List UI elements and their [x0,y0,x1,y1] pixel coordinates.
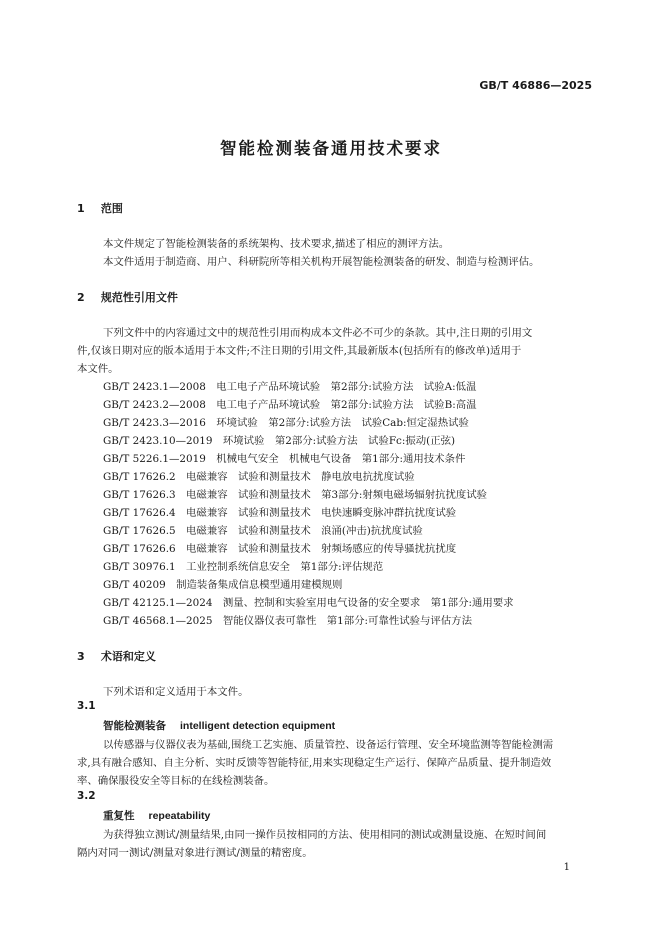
section-title: 范围 [100,202,123,215]
section-3-heading [77,648,156,664]
term-name-en: intelligent detection equipment [180,720,336,732]
section-title: 术语和定义 [100,650,156,663]
term-number: 3.2 [77,790,96,802]
term-name [103,718,335,733]
reference-item: GB/T 2423.10—2019 环境试验 第2部分:试验方法 试验Fc:振动(正弦) [103,435,456,447]
scope-paragraph-2: 本文件适用于制造商、用户、科研院所等相关机构开展智能检测装备的研发、制造与检测评估。 [103,256,540,268]
term-definition-line-3: 率、确保服役安全等目标的在线检测装备。 [77,775,275,787]
term-number: 3.1 [77,700,96,712]
reference-item: GB/T 17626.4 电磁兼容 试验和测量技术 电快速瞬变脉冲群抗扰度试验 [103,507,457,519]
standard-code: GB/T 46886—2025 [479,79,592,92]
reference-item: GB/T 17626.3 电磁兼容 试验和测量技术 第3部分:射频电磁场辐射抗扰度试验 [103,489,488,501]
reference-item: GB/T 17626.5 电磁兼容 试验和测量技术 浪涌(冲击)抗扰度试验 [103,525,423,537]
term-definition-line-1: 以传感器与仪器仪表为基础,围绕工艺实施、质量管控、设备运行管理、安全环境监测等智能检测需 [103,739,554,751]
term-name [103,808,210,823]
reference-item: GB/T 46568.1—2025 智能仪器仪表可靠性 第1部分:可靠性试验与评估方法 [103,615,472,627]
term-name-en: repeatability [148,810,211,822]
references-intro-line-1: 下列文件中的内容通过文中的规范性引用而构成本文件必不可少的条款。其中,注日期的引用文 [103,327,533,339]
section-2-heading [77,289,178,305]
reference-item: GB/T 17626.6 电磁兼容 试验和测量技术 射频场感应的传导骚扰抗扰度 [103,543,457,555]
reference-item: GB/T 17626.2 电磁兼容 试验和测量技术 静电放电抗扰度试验 [103,471,415,483]
reference-item: GB/T 5226.1—2019 机械电气安全 机械电气设备 第1部分:通用技术条件 [103,453,466,465]
page-number: 1 [563,862,570,873]
reference-item: GB/T 2423.2—2008 电工电子产品环境试验 第2部分:试验方法 试验B:高温 [103,399,477,411]
reference-item: GB/T 2423.1—2008 电工电子产品环境试验 第2部分:试验方法 试验A:低温 [103,381,477,393]
scope-paragraph-1: 本文件规定了智能检测装备的系统架构、技术要求,描述了相应的测评方法。 [103,238,450,250]
references-intro-line-3: 本文件。 [77,363,119,375]
reference-item: GB/T 40209 制造装备集成信息模型通用建模规则 [103,579,343,591]
reference-item: GB/T 30976.1 工业控制系统信息安全 第1部分:评估规范 [103,561,384,573]
section-number: 1 [77,202,85,215]
terms-intro: 下列术语和定义适用于本文件。 [103,686,249,698]
section-number: 3 [77,650,85,663]
reference-item: GB/T 42125.1—2024 测量、控制和实验室用电气设备的安全要求 第1部分:通用要求 [103,597,514,609]
reference-item: GB/T 2423.3—2016 环境试验 第2部分:试验方法 试验Cab:恒定湿热试验 [103,417,469,429]
term-definition-line-2: 隔内对同一测试/测量对象进行测试/测量的精密度。 [77,847,313,859]
references-intro-line-2: 件,仅该日期对应的版本适用于本文件;不注日期的引用文件,其最新版本(包括所有的修改单)适用于 [77,345,522,357]
section-1-heading [77,200,123,216]
term-name-zh: 智能检测装备 [103,720,166,732]
section-number: 2 [77,291,85,304]
term-name-zh: 重复性 [103,810,135,822]
document-title: 智能检测装备通用技术要求 [220,139,442,158]
term-definition-line-2: 求,具有融合感知、自主分析、实时反馈等智能特征,用来实现稳定生产运行、保障产品质量、提升制造效 [77,757,552,769]
section-title: 规范性引用文件 [100,291,178,304]
term-definition-line-1: 为获得独立测试/测量结果,由同一操作员按相同的方法、使用相同的测试或测量设施、在短时间间 [103,829,547,841]
